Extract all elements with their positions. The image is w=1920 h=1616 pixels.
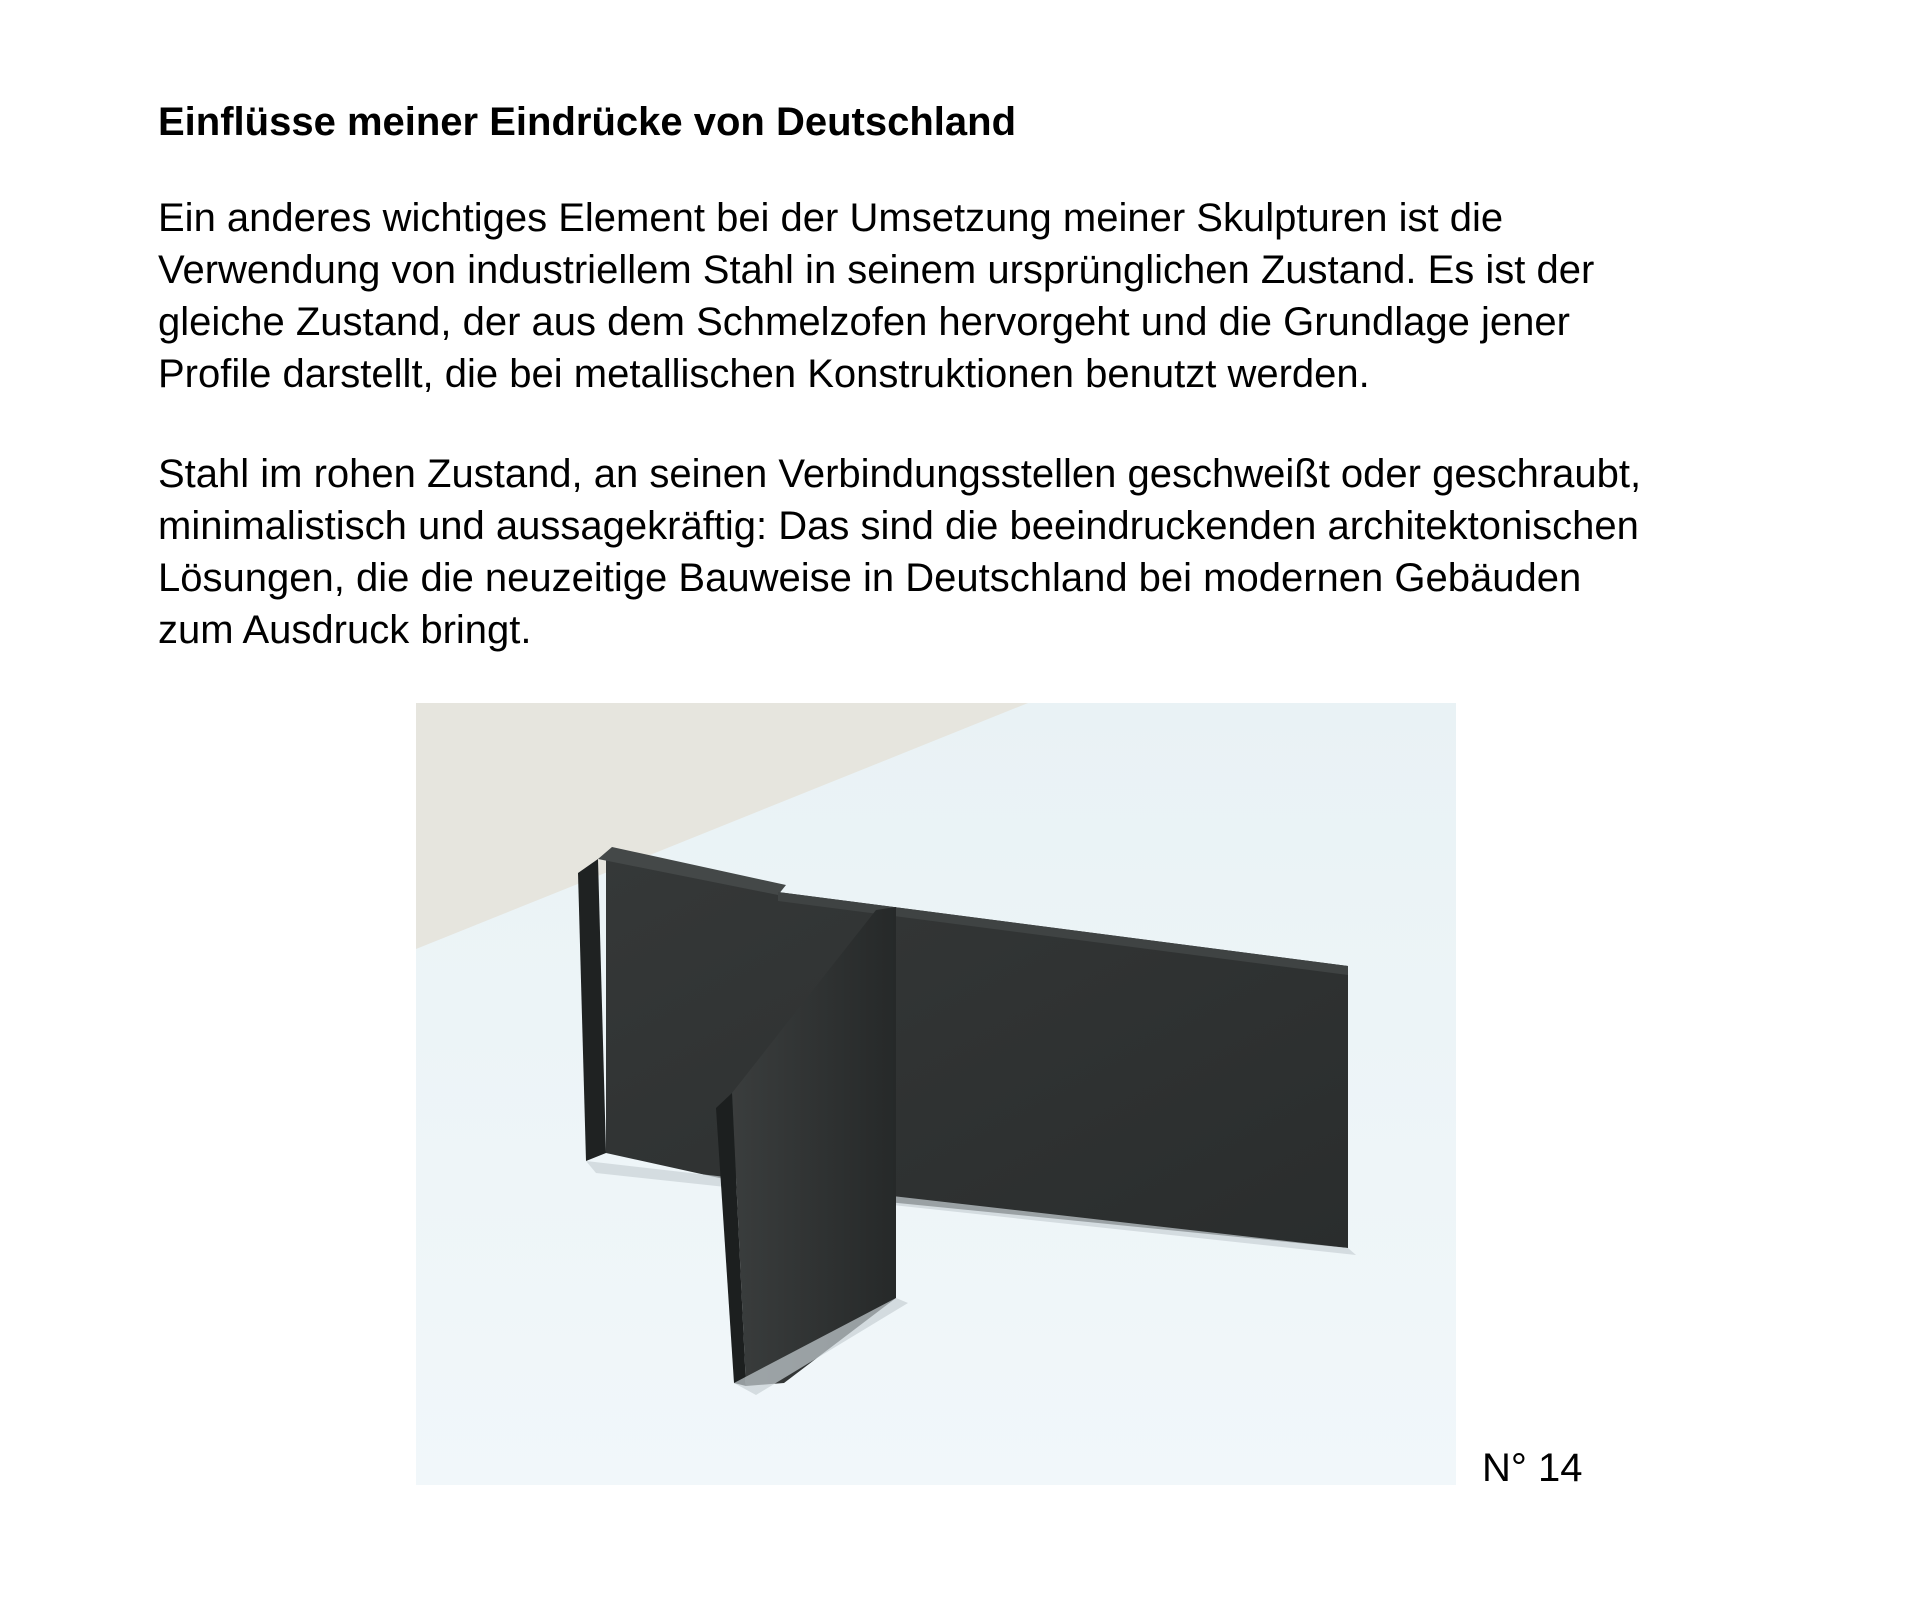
paragraph-1-line-3: gleiche Zustand, der aus dem Schmelzofen hervorgeht und die Grundlage jener xyxy=(158,300,1570,344)
paragraph-2-line-4: zum Ausdruck bringt. xyxy=(158,608,532,652)
paragraph-1-line-1: Ein anderes wichtiges Element bei der Umsetzung meiner Skulpturen ist die xyxy=(158,196,1504,240)
paragraph-2-line-2: minimalistisch und aussagekräftig: Das sind die beeindruckenden architektonischen xyxy=(158,504,1639,548)
paragraph-1-line-2: Verwendung von industriellem Stahl in seinem ursprünglichen Zustand. Es ist der xyxy=(158,248,1595,292)
page-title: Einflüsse meiner Eindrücke von Deutschland xyxy=(158,100,1017,144)
paragraph-2-line-3: Lösungen, die die neuzeitige Bauweise in Deutschland bei modernen Gebäuden xyxy=(158,556,1582,600)
steel-sculpture-image xyxy=(416,703,1456,1485)
paragraph-1-line-4: Profile darstellt, die bei metallischen Konstruktionen benutzt werden. xyxy=(158,352,1370,396)
sculpture-photo xyxy=(416,703,1456,1485)
paragraph-1 xyxy=(158,192,1878,400)
paragraph-2 xyxy=(158,448,1878,656)
paragraph-2-line-1: Stahl im rohen Zustand, an seinen Verbindungsstellen geschweißt oder geschraubt, xyxy=(158,452,1642,496)
sculpture-number-caption: N° 14 xyxy=(1482,1446,1583,1490)
